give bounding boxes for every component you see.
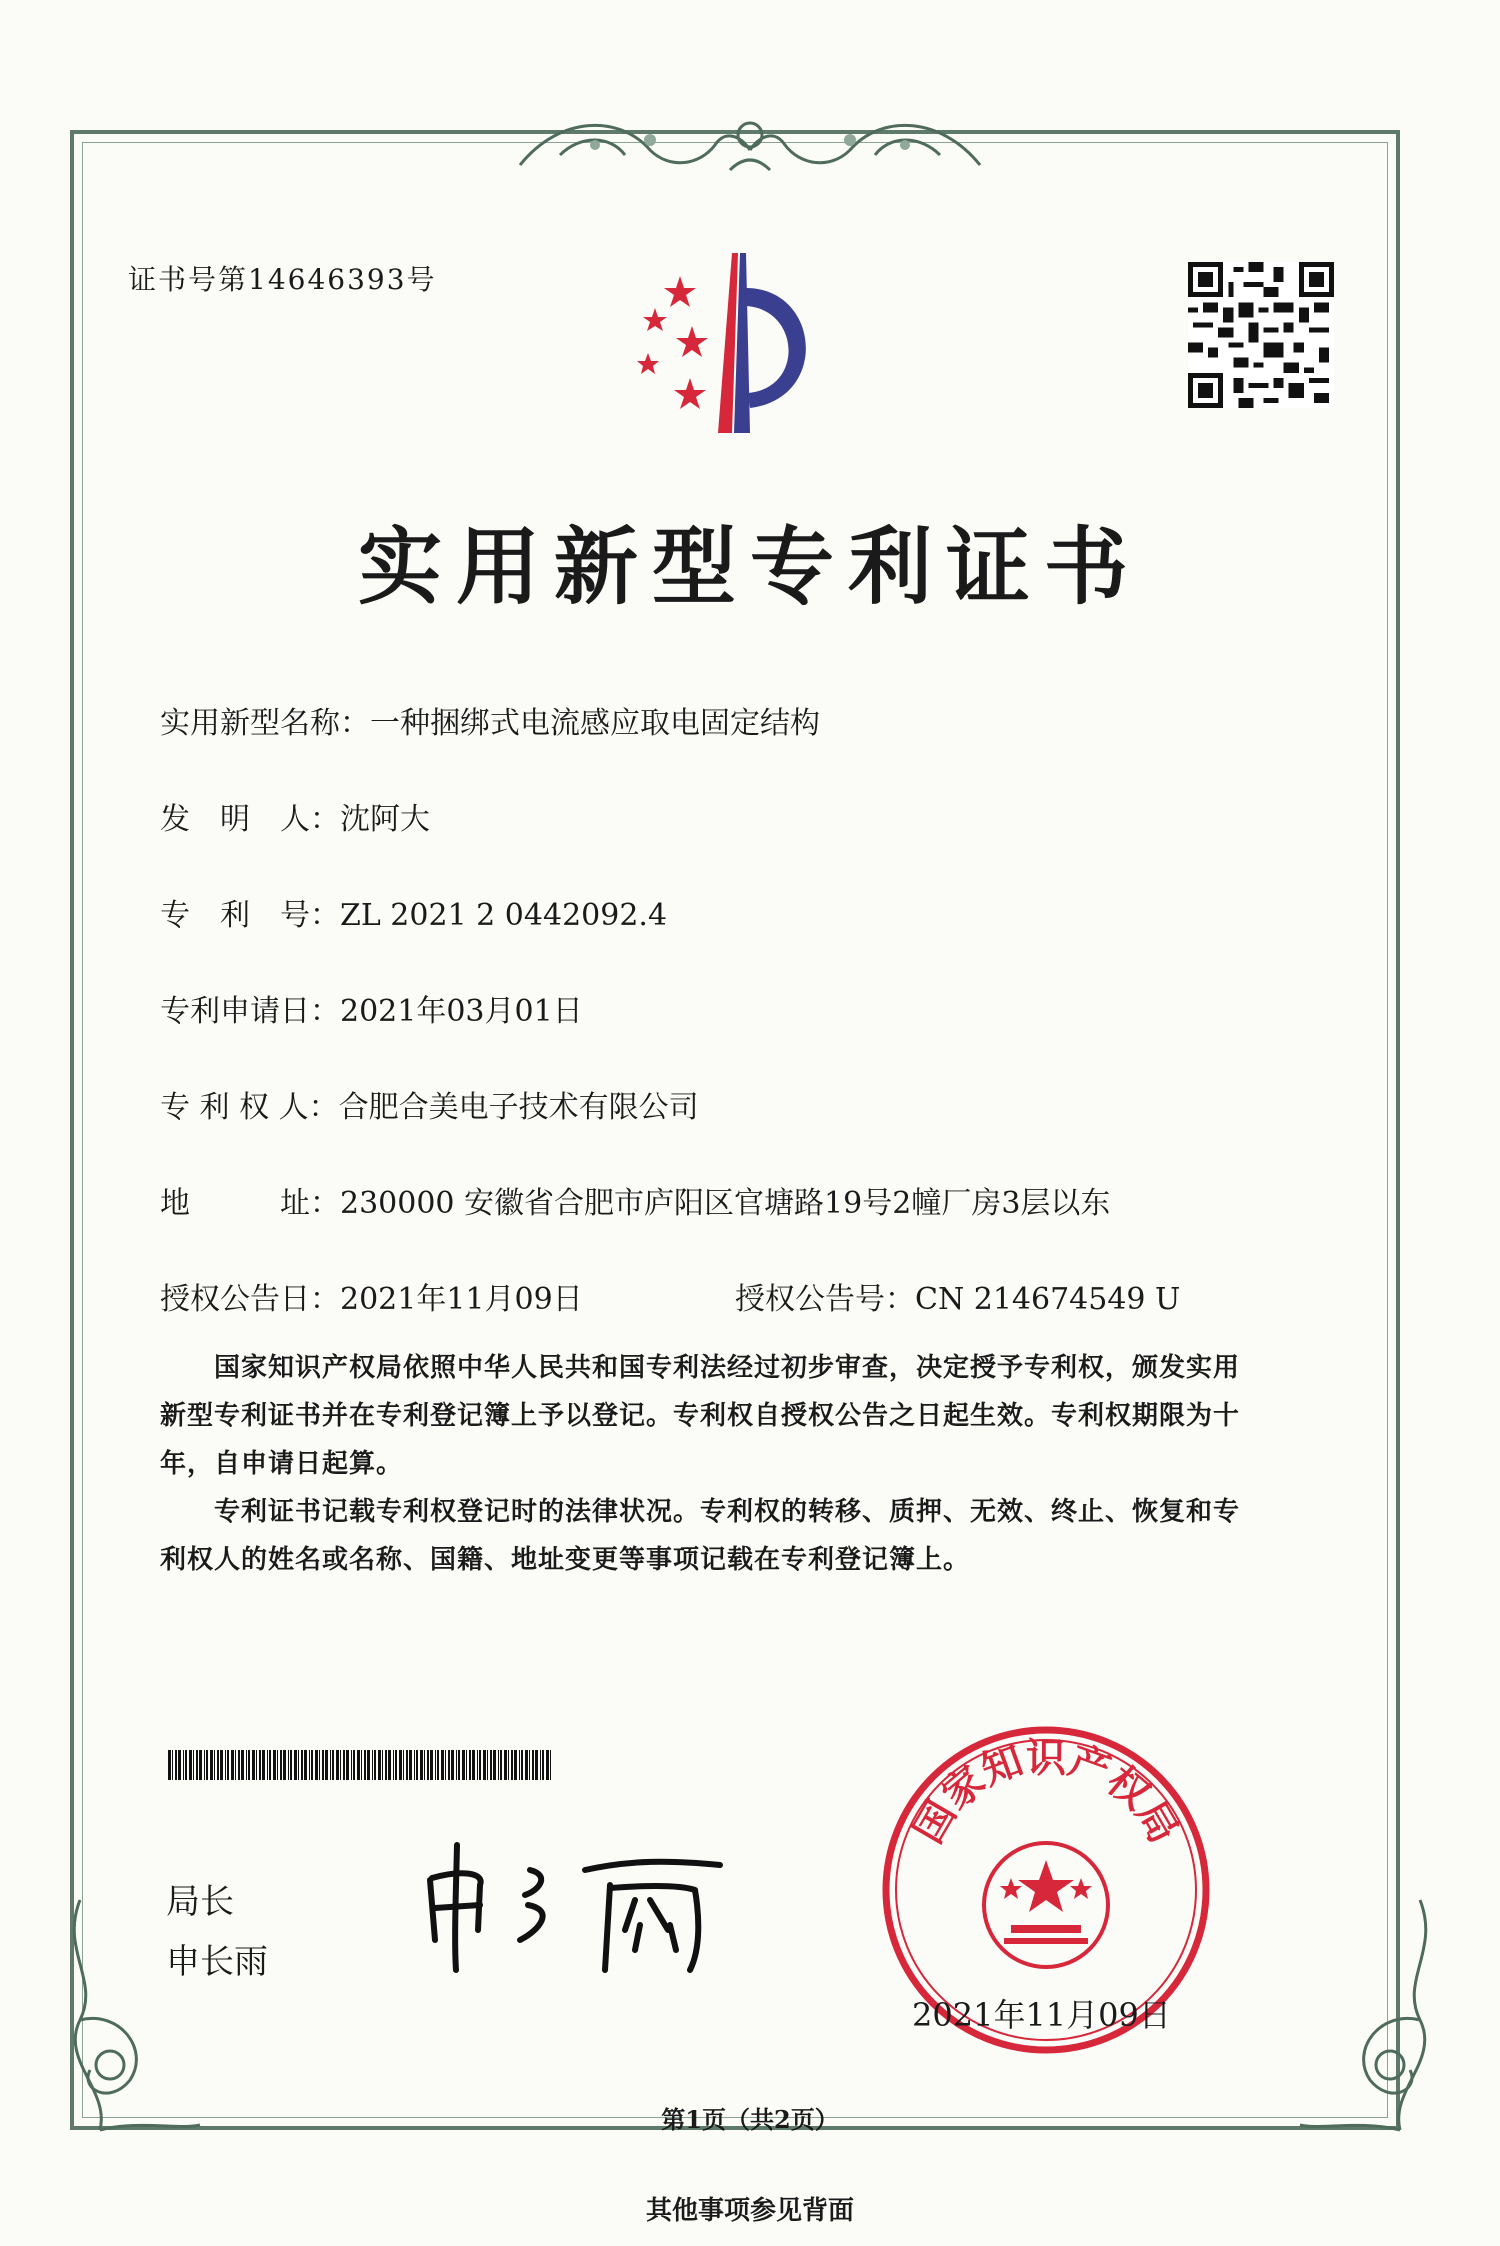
inventor-value: 沈阿大 (340, 802, 430, 837)
grant-date-value: 2021年11月09日 (340, 1282, 583, 1317)
statement-paragraph-1 (160, 1344, 1310, 1488)
utility-model-name-label: 实用新型名称： (160, 706, 370, 741)
barcode (168, 1750, 553, 1780)
cnipa-logo-icon (620, 248, 850, 438)
grant-number-value: CN 214674549 U (915, 1282, 1181, 1317)
director-signature (410, 1830, 740, 1980)
paragraph-line: 新型专利证书并在专利登记簿上予以登记。专利权自授权公告之日起生效。专利权期限为十 (160, 1401, 1241, 1431)
director-name: 申长雨 (166, 1942, 268, 1982)
certificate-number: 证书号第14646393号 (128, 263, 437, 296)
filing-date-value: 2021年03月01日 (340, 994, 583, 1029)
back-side-note: 其他事项参见背面 (645, 2196, 854, 2226)
paragraph-line: 国家知识产权局依照中华人民共和国专利法经过初步审查，决定授予专利权，颁发实用 (160, 1353, 1241, 1383)
inventor-label: 发 明 人： (160, 802, 340, 837)
patent-number-value: ZL 2021 2 0442092.4 (340, 898, 668, 933)
grant-number-row (735, 1274, 1180, 1318)
director-title: 局长 (166, 1882, 234, 1922)
filing-date-row (160, 986, 583, 1030)
paragraph-line: 利权人的姓名或名称、国籍、地址变更等事项记载在专利登记簿上。 (160, 1545, 971, 1575)
filing-date-label: 专利申请日： (160, 994, 340, 1029)
grant-date-row (160, 1274, 583, 1318)
patentee-value: 合肥合美电子技术有限公司 (338, 1090, 699, 1125)
utility-model-name-row (160, 698, 820, 742)
address-value: 230000 安徽省合肥市庐阳区官塘路19号2幢厂房3层以东 (340, 1186, 1111, 1221)
paragraph-line: 年，自申请日起算。 (160, 1449, 404, 1479)
address-label: 地 址： (160, 1186, 340, 1221)
utility-model-name-value: 一种捆绑式电流感应取电固定结构 (370, 706, 820, 741)
statement-paragraph-2 (160, 1488, 1310, 1584)
inventor-row (160, 794, 430, 838)
address-row (160, 1178, 1110, 1222)
qr-code (1188, 258, 1334, 412)
patent-number-row (160, 890, 667, 934)
seal-date: 2021年11月09日 (912, 1996, 1171, 2034)
svg-text:国家知识产权局 (905, 1735, 1186, 1851)
certificate-title: 实用新型专利证书 (357, 517, 1142, 616)
paragraph-line: 专利证书记载专利权登记时的法律状况。专利权的转移、质押、无效、终止、恢复和专 (160, 1497, 1241, 1527)
page-number: 第1页（共2页） (661, 2105, 839, 2134)
seal-text: 国家知识产权局 (905, 1735, 1187, 1851)
patent-number-label: 专 利 号： (160, 898, 340, 933)
patentee-label: 专 利 权 人： (160, 1090, 339, 1125)
grant-date-label: 授权公告日： (160, 1282, 340, 1317)
patentee-row (160, 1082, 699, 1126)
top-ornament (500, 95, 1000, 185)
grant-number-label: 授权公告号： (735, 1282, 915, 1317)
